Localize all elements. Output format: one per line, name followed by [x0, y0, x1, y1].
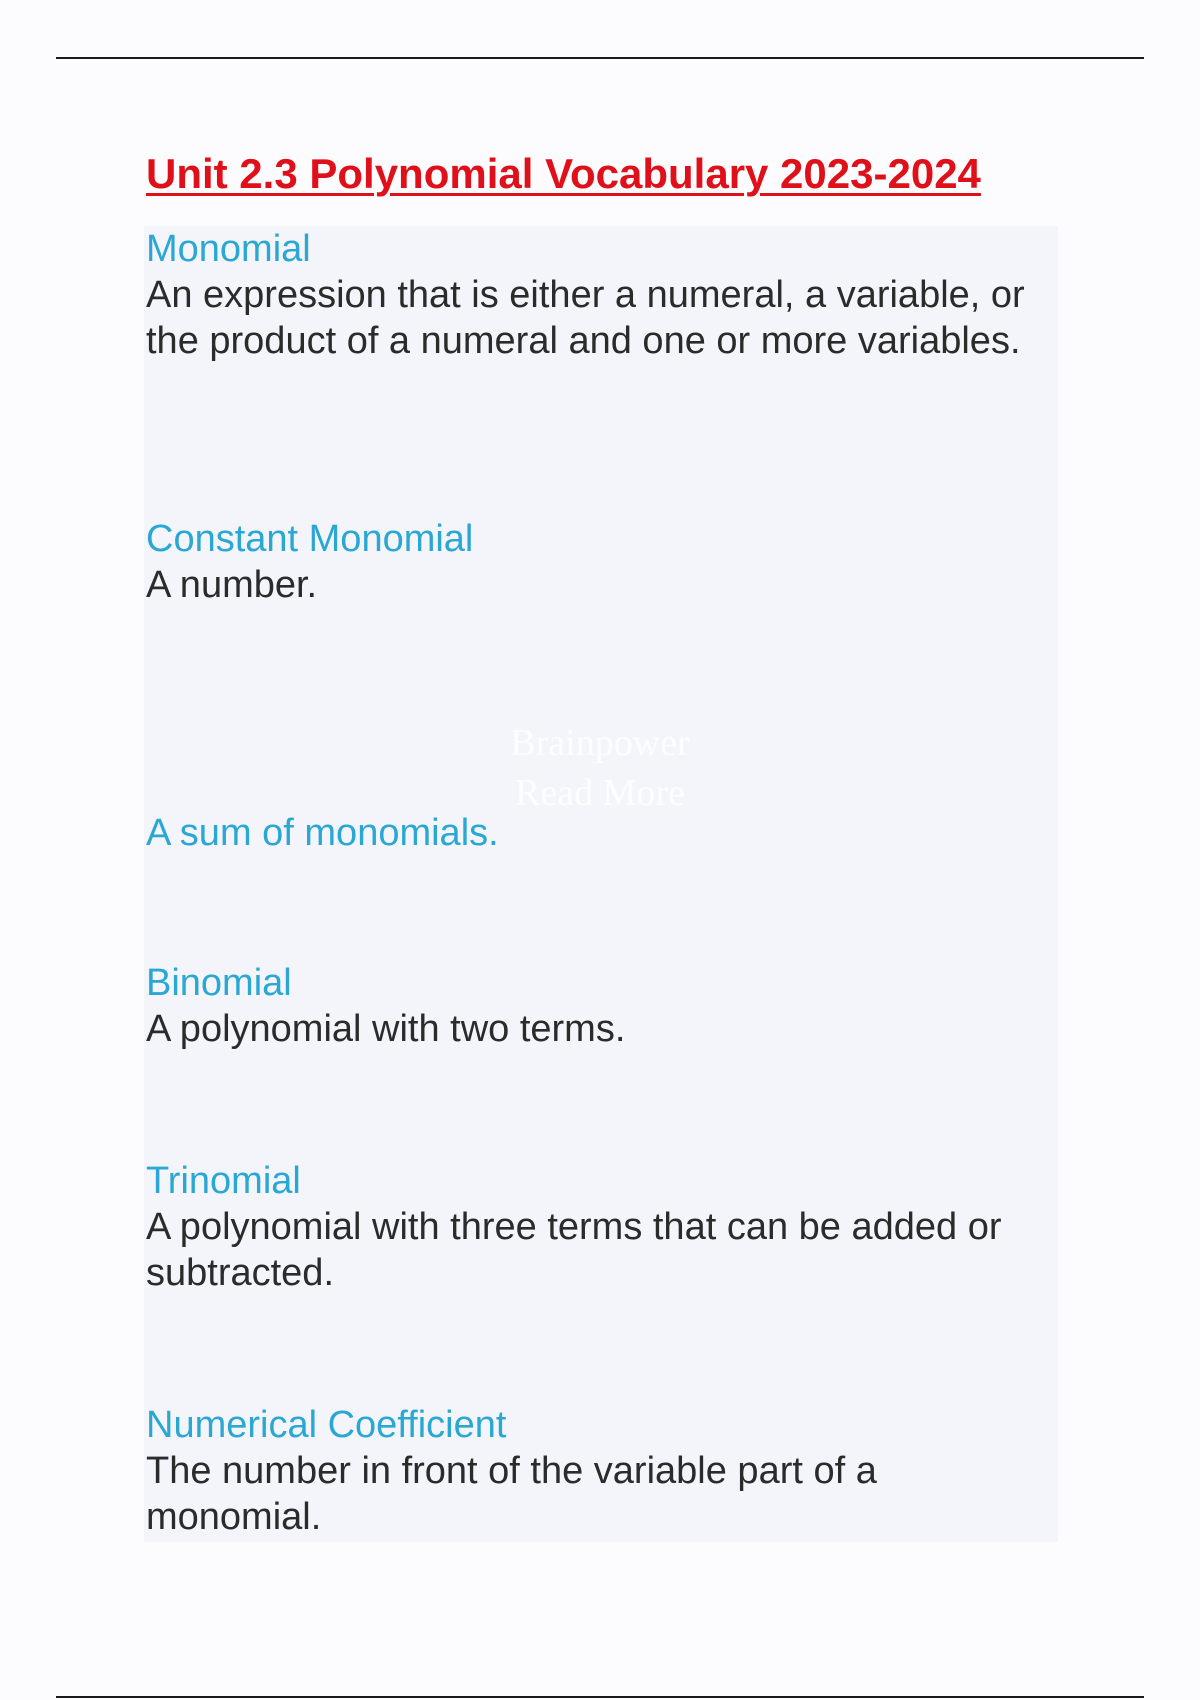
document-title: Unit 2.3 Polynomial Vocabulary 2023-2024 [146, 150, 981, 197]
term-numerical-coefficient: Numerical Coefficient [146, 1404, 507, 1446]
vocabulary-panel [144, 226, 1058, 1542]
definition-constant-monomial: A number. [146, 564, 318, 606]
definition-numerical-coefficient: The number in front of the variable part of a monomial. [146, 1450, 877, 1538]
term-monomial: Monomial [146, 228, 311, 270]
watermark-line-2: Read More [515, 772, 685, 814]
watermark-line-1: Brainpower [510, 722, 690, 764]
watermark [450, 718, 750, 818]
definition-trinomial: A polynomial with three terms that can be added or subtracted. [146, 1206, 1002, 1294]
definition-binomial: A polynomial with two terms. [146, 1008, 626, 1050]
term-trinomial: Trinomial [146, 1160, 301, 1202]
term-constant-monomial: Constant Monomial [146, 518, 474, 560]
definition-monomial: An expression that is either a numeral, a variable, or the product of a numeral and one or more variables. [146, 274, 1025, 362]
bottom-rule [56, 1696, 1144, 1698]
term-sum-of-monomials: A sum of monomials. [146, 812, 499, 854]
term-binomial: Binomial [146, 962, 292, 1004]
top-rule [56, 57, 1144, 59]
